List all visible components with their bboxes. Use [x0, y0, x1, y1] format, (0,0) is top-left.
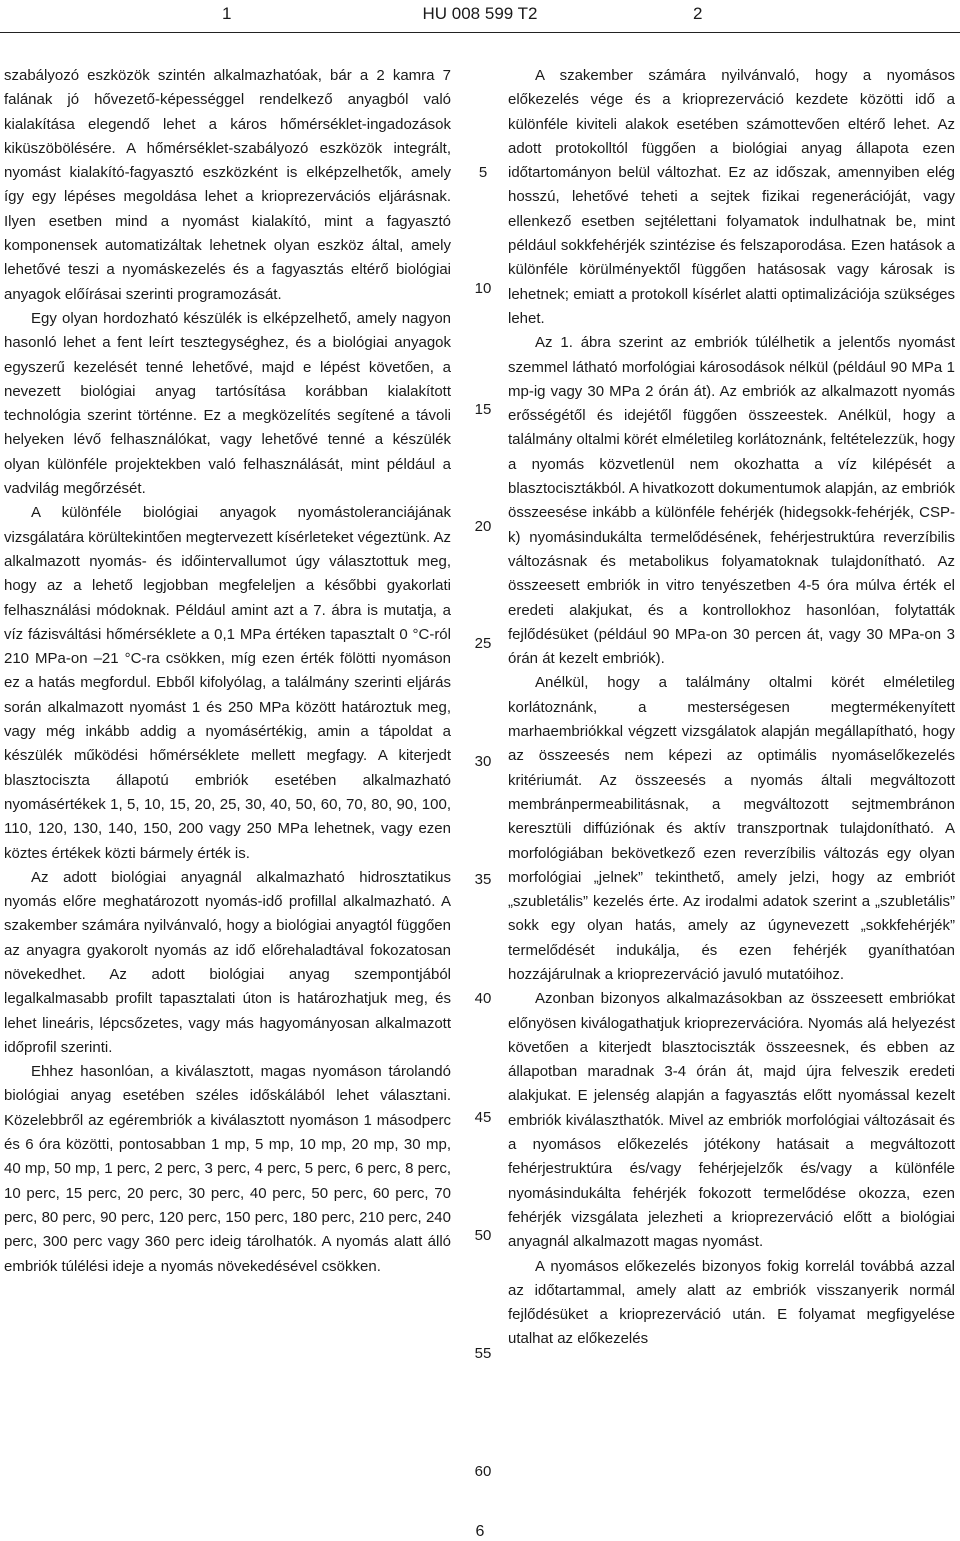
paragraph: Azonban bizonyos alkalmazásokban az összeesett embriókat előnyösen kiválogathatjuk krioprezervációra. Nyomás alá helyezést követően a kiterjedt blasztociszták összeesnek, és ebben az állapotban maradnak 3-4 órán át, majd újra felveszik eredeti alakjukat. E jelenség alapján a fagyasztás előtt nyomással kezelt embriók kiválaszthatók. Mivel az embriók morfológiai változásait és a nyomásos előkezelés jótékony hatásait a megváltozott fehérjestruktúra és/vagy fehérjejelzők és/vagy a különféle nyomásindukálta fehérjék fokozott termelődése okozza, ezen fehérjék vizsgálata jelezheti a krioprezerváció előtt a biológiai anyagnál alkalmazott magas nyomást.: [508, 990, 955, 1251]
paragraph: A szakember számára nyilvánvaló, hogy a nyomásos előkezelés vége és a krioprezerváció kezdete közötti idő a különféle kiviteli alakok esetében számottevően eltérő lehet. Az adott protokolltól függően a biológiai anyag állapota ezen időtartományon belül változhat. Ez az időszak, amennyiben elég hosszú, lehetővé teheti a sejtek fizikai regenerációját, vagy ellenkező esetben sejtélettani folyamatok indulhatnak be, mint például sokkfehérjék szintézise és felszaporodása. Ezen hatások a különféle körülményektől függően hatásosak vagy károsak is lehetnek; emiatt a protokoll kísérlet alatti optimalizációja szükséges lehet.: [508, 67, 955, 327]
paragraph: Az 1. ábra szerint az embriók túlélhetik a jelentős nyomást szemmel látható morfológiai károsodások nélkül (például 90 MPa 1 mp-ig vagy 30 MPa 2 órán át). Az embriók az alkalmazott nyomás erősségétől és idejétől függően összeestek. Anélkül, hogy a találmány oltalmi körét elméletileg korlátoznánk, feltételezzük, hogy a nyomás közvetlenül nem okozhatta a víz kilépését a blasztocisztákból. A hivatkozott dokumentumok alapján, az embriók összeesése inkább a különféle fehérjék (hidegsokk-fehérjék, CSP-k) nyomásindukálta termelődésének, fehérjestruktúra reverzíbilis változásnak és metabolikus folyamatoknak tulajdonítható. Az összeesett embriók in vitro tenyészetben 4-5 óra múlva érték el eredeti alakjukat, és a kontrollokhoz hasonlóan, folytatták fejlődésüket (például 90 MPa-on 30 percen át, vagy 30 MPa-on 3 órán át kezelt embriók).: [508, 334, 955, 668]
paragraph: Ehhez hasonlóan, a kiválasztott, magas nyomáson tárolandó biológiai anyag esetében széles időskálából lehet választani. Közelebbről az egérembriók a kiválasztott nyomáson 1 másodperc és 6 óra közötti, pontosabban 1 mp, 5 mp, 10 mp, 20 mp, 30 mp, 40 mp, 50 mp, 1 perc, 2 perc, 3 perc, 4 perc, 5 perc, 6 perc, 8 perc, 10 perc, 15 perc, 20 perc, 30 perc, 40 perc, 50 perc, 60 perc, 70 perc, 80 perc, 90 perc, 120 perc, 150 perc, 180 perc, 210 perc, 240 perc, 300 perc vagy 360 perc ideig tárolhatók. A nyomás alatt álló embriók túlélési ideje a nyomás növekedésével csökken.: [4, 1063, 451, 1275]
line-number: 10: [474, 280, 492, 297]
paragraph: Anélkül, hogy a találmány oltalmi körét elméletileg korlátoznánk, a mesterségesen megtermékenyített marhaembriókkal végzett vizsgálatok alapján megállapítható, hogy az összeesés nem képezi az optimális nyomáselőkezelés kritériumát. Az összeesés a nyomás általi megváltozott membránpermeabilitásnak, a megváltozott sejtmembránon keresztüli diffúziónak és aktív transzportnak tulajdonítható. A morfológiában bekövetkező ezen reverzíbilis változás egy olyan morfológiai „jelnek” tekinthető, amely jelzi, hogy az embriót „szubletális” kezelés érte. Az irodalmi adatok szerint a „szubletális” sokk egy olyan hatás, amely az úgynevezett „sokkfehérjék” termelődését indukálja, és ezen fehérjék gyaníthatóan hozzájárulnak a krioprezerváció javuló mutatóihoz.: [508, 674, 955, 983]
line-number: 5: [478, 164, 488, 181]
left-column: [4, 64, 451, 1279]
left-page-number: 1: [222, 4, 232, 23]
line-number: 25: [474, 635, 492, 652]
line-number: 55: [474, 1345, 492, 1362]
paragraph: A nyomásos előkezelés bizonyos fokig korrelál továbbá azzal az időtartammal, amely alatt az embriók visszanyerik normál fejlődésüket a krioprezerváció után. E folyamat megfigyelése utalhat az előkezelés: [508, 1257, 955, 1348]
right-column: [508, 64, 955, 1352]
line-number: 40: [474, 990, 492, 1007]
paragraph: Az adott biológiai anyagnál alkalmazható hidrosztatikus nyomás előre meghatározott nyomás-idő profillal alkalmazható. A szakember számára nyilvánvaló, hogy a biológiai anyagtól függően az anyagra gyakorolt nyomás az idő előrehaladtával fokozatosan növekedhet. Az adott biológiai anyag szempontjából legalkalmasabb profilt tapasztalati úton is határozhatjuk meg, és lehet lineáris, lépcsőzetes, vagy más hagyományosan alkalmazott időprofil szerinti.: [4, 868, 451, 1056]
line-number: 20: [474, 518, 492, 535]
line-number: 60: [474, 1463, 492, 1480]
right-page-number: 2: [693, 4, 703, 23]
paragraph: szabályozó eszközök szintén alkalmazhatóak, bár a 2 kamra 7 falának jó hővezető-képességgel rendelkező anyagból való kialakítása elegendő lehet a káros hőmérséklet-ingadozások kiküszöbölésére. A hőmérséklet-szabályozó eszközök integrált, nyomást kialakító-fagyasztó eszközként is elképzelhetők, amely így egy lépéses megoldása lehet a krioprezervációs eljárásnak. Ilyen esetben mind a nyomást kialakító, mint a fagyasztó komponensek automatizáltak lehetnek olyan eszköz által, amely lehetővé teszi a nyomáskezelés és a fagyasztás eltérő biológiai anyagok előírásai szerinti programozását.: [4, 67, 451, 303]
header-divider: [0, 32, 960, 33]
line-number: 15: [474, 401, 492, 418]
line-number: 30: [474, 753, 492, 770]
document-title: HU 008 599 T2: [422, 4, 538, 23]
line-number: 50: [474, 1227, 492, 1244]
paragraph: A különféle biológiai anyagok nyomástoleranciájának vizsgálatára körültekintően megtervezett kísérleteket végeztünk. Az alkalmazott nyomás- és időintervallumot úgy választottuk meg, hogy az a lehető legjobban megfeleljen a későbbi gyakorlati felhasználási módoknak. Például amint azt a 7. ábra is mutatja, a víz fázisváltási hőmérséklete a 0,1 MPa értéken tapasztalt 0 °C-ról 210 MPa-on –21 °C-ra csökken, míg ezen érték fölötti nyomáson ez a hatás megfordul. Ebből kifolyólag, a találmány szerinti eljárás során alkalmazott nyomást 1 és 250 MPa között határoztuk meg, vagy még inkább addig a nyomásértékig, amin a tápoldat a készülék működési hőmérséklete mellett megfagy. A kiterjedt blasztociszta állapotú embriók esetében alkalmazható nyomásértékek 1, 5, 10, 15, 20, 25, 30, 40, 50, 60, 70, 80, 90, 100, 110, 120, 130, 140, 150, 200 vagy 250 MPa lehetnek, vagy ezen köztes értékek közti bármely érték is.: [4, 504, 451, 862]
line-number: 35: [474, 871, 492, 888]
paragraph: Egy olyan hordozható készülék is elképzelhető, amely nagyon hasonló lehet a fent leírt tesztegységhez, és a biológiai anyagok egyszerű kezelését tenné lehetővé, majd e lépést követően, a nevezett biológiai anyag tartósítása korábban kialakított technológia szerint történne. Ez a megközelítés segítené a távoli helyeken lévő felhasználókat, vagy lehetővé tenné a készülék olyan különféle projektekben való felhasználását, mint például a vadvilág megőrzését.: [4, 309, 451, 498]
page-number: 6: [475, 1523, 485, 1540]
line-number: 45: [474, 1109, 492, 1126]
